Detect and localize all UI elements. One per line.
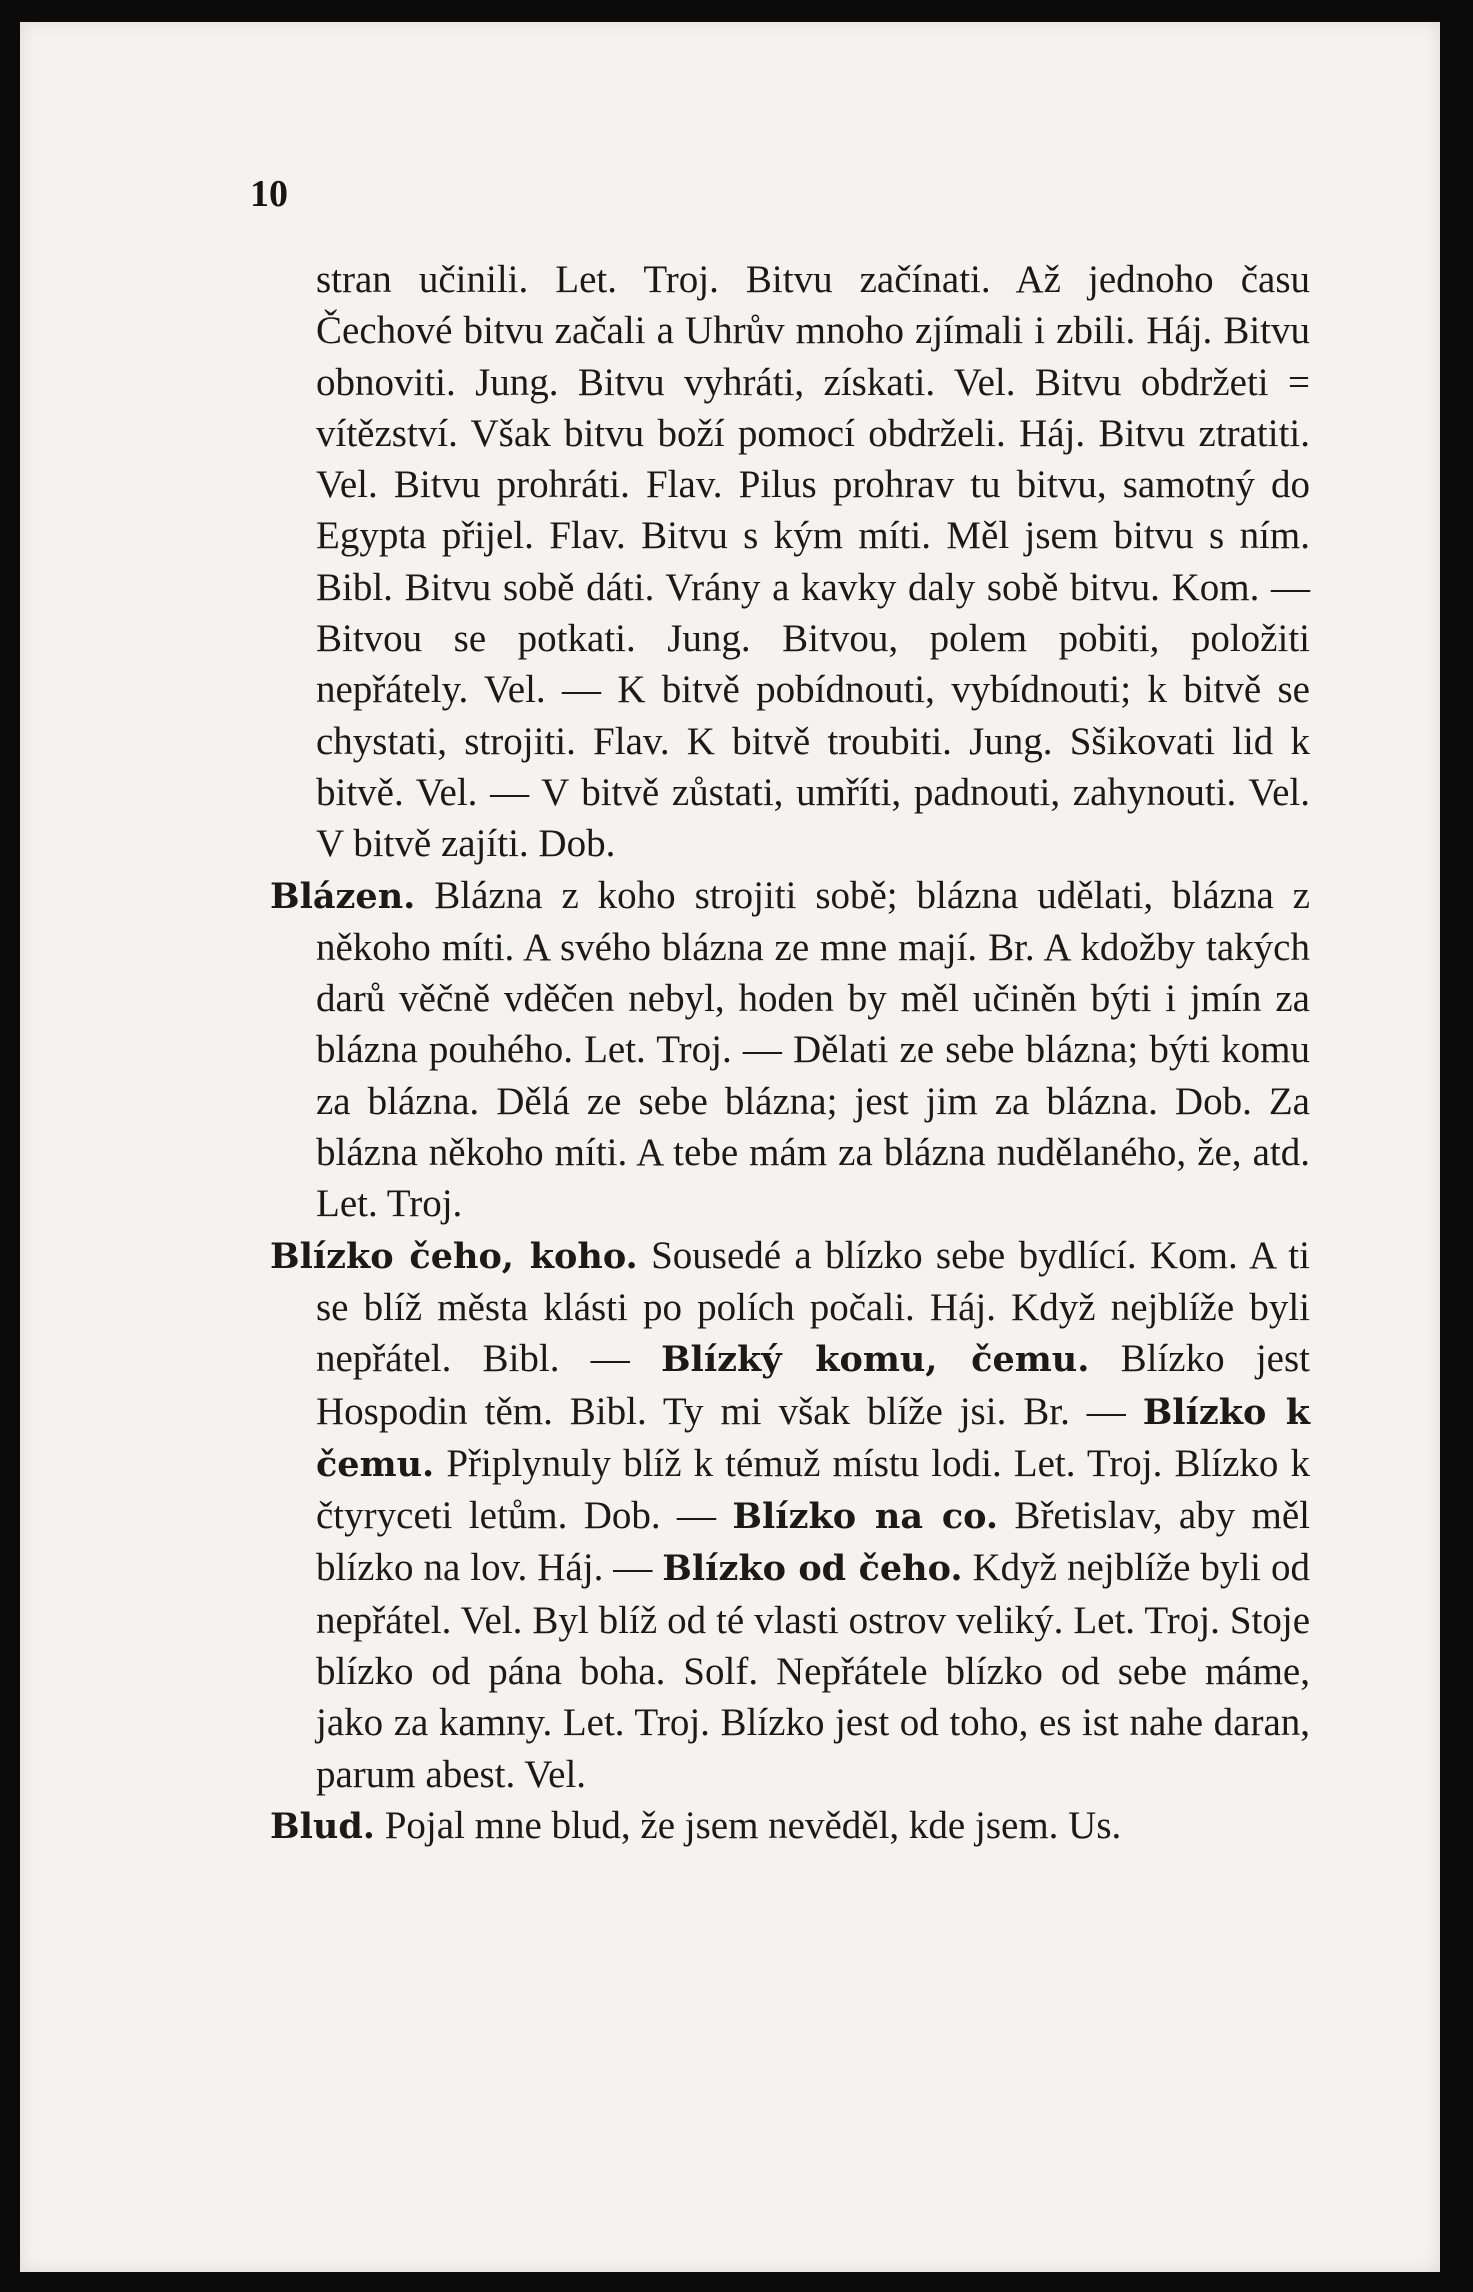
headword: Blázen.	[270, 875, 416, 917]
entry-text: Když nejblíže byli od nepřátel. Vel. Byl blíž od té vlasti ostrov veliký. Let. Troj. Stoje blízko od pána boha. Solf. Nepřátele blízko od sebe máme, jako za kamny. Let. Troj. Blízko jest od toho, es ist nahe daran, parum abest. Vel.	[316, 1546, 1310, 1796]
entry-text: Břetislav, aby měl blízko na lov. Háj. —	[316, 1494, 1310, 1590]
entry-text: Sousedé a blízko sebe bydlící. Kom. A ti se blíž města klásti po polích počali. Háj. Když nejblíže byli nepřátel. Bibl. —	[316, 1233, 1310, 1381]
entry-text: Blázna z koho strojiti sobě; blázna udělati, blázna z někoho míti. A svého blázna ze mne mají. Br. A kdožby takých darů věčně vděčen nebyl, hoden by měl učiněn býti i jmín za blázna pouhého. Let. Troj. — Dělati ze sebe blázna; býti komu za blázna. Dělá ze sebe blázna; jest jim za blázna. Dob. Za blázna někoho míti. A tebe mám za blázna nudělaného, že, atd. Let. Troj.	[316, 873, 1310, 1226]
subheading: Blízko k čemu.	[316, 1391, 1310, 1485]
page-text	[270, 254, 1310, 1852]
book-page	[20, 22, 1440, 2272]
entry-blizko	[270, 1230, 1310, 1800]
paragraph-continuation: stran učinili. Let. Troj. Bitvu začínati. Až jednoho času Čechové bitvu začali a Uhrův mnoho zjímali i zbili. Háj. Bitvu obnoviti. Jung. Bitvu vyhráti, získati. Vel. Bitvu obdržeti = vítězství. Však bitvu boží pomocí obdrželi. Háj. Bitvu ztratiti. Vel. Bitvu prohráti. Flav. Pilus prohrav tu bitvu, samotný do Egypta přijel. Flav. Bitvu s kým míti. Měl jsem bitvu s ním. Bibl. Bitvu sobě dáti. Vrány a kavky daly sobě bitvu. Kom. — Bitvou se potkati. Jung. Bitvou, polem pobiti, položiti nepřátely. Vel. — K bitvě pobídnouti, vybídnouti; k bitvě se chystati, strojiti. Flav. K bitvě troubiti. Jung. Sšikovati lid k bitvě. Vel. — V bitvě zůstati, umříti, padnouti, zahynouti. Vel. V bitvě zajíti. Dob.	[316, 258, 1310, 866]
headword: Blud.	[270, 1805, 375, 1847]
entry-text: Připlynuly blíž k témuž místu lodi. Let. Troj. Blízko k čtyryceti letům. Dob. —	[316, 1441, 1310, 1538]
subheading: Blízko od čeho.	[662, 1548, 963, 1590]
entry-text: Pojal mne blud, že jsem nevěděl, kde jsem. Us.	[374, 1803, 1122, 1847]
page-number: 10	[250, 173, 288, 215]
entry-blazen	[270, 870, 1310, 1230]
subheading: Blízký komu, čemu.	[660, 1339, 1090, 1381]
subheading: Blízko na co.	[732, 1496, 999, 1538]
entry-text: Blízko jest Hospodin těm. Bibl. Ty mi však blíže jsi. Br. —	[316, 1337, 1311, 1433]
headword: Blízko čeho, koho.	[270, 1235, 638, 1277]
entry-blud	[270, 1800, 1310, 1852]
